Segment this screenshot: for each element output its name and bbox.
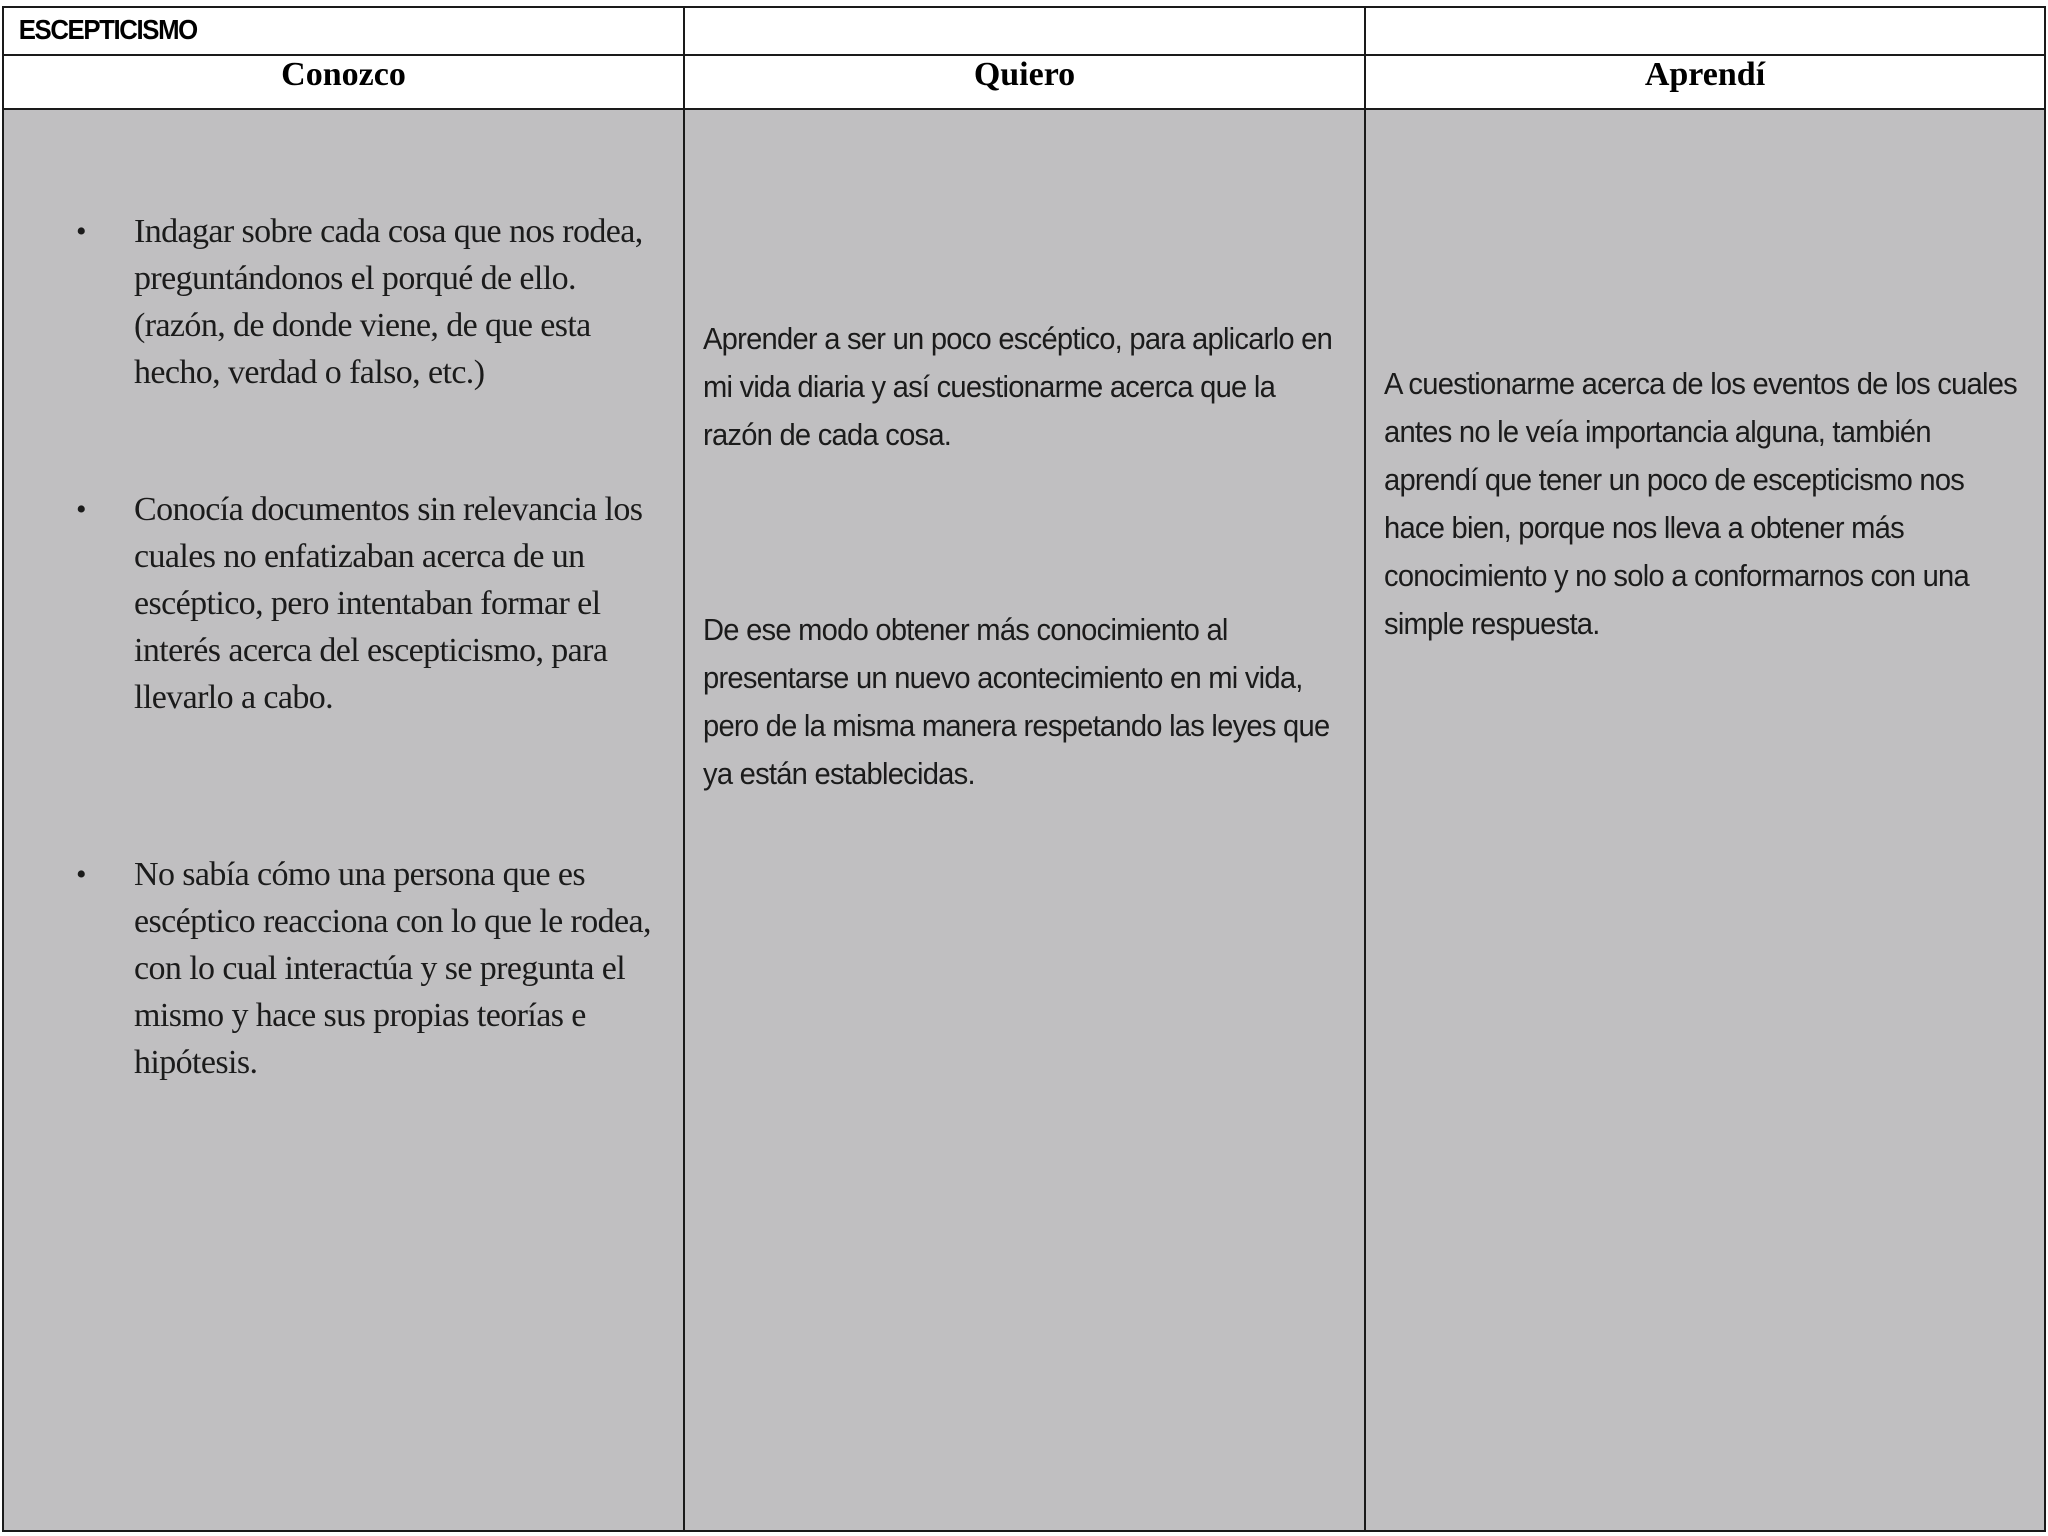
learned-cell — [1365, 109, 2045, 1531]
want-paragraph-1: Aprender a ser un poco escéptico, para aplicarlo en mi vida diaria y así cuestionarme acerca que la razón de cada cosa. — [703, 321, 1333, 452]
bullet-icon: • — [76, 215, 86, 248]
kwl-table — [2, 6, 2046, 1532]
header-learned-cell — [1365, 55, 2045, 109]
want-cell — [684, 109, 1365, 1531]
list-item — [4, 486, 683, 721]
bullet-icon: • — [76, 493, 86, 526]
list-item — [4, 208, 683, 396]
learned-paragraph: A cuestionarme acerca de los eventos de los cuales antes no le veía importancia alguna, también aprendí que tener un poco de escepticismo nos hace bien, porque nos lleva a obtener más conocimiento y no solo a conformarnos con una simple respuesta. — [1384, 366, 2018, 641]
header-want: Quiero — [973, 56, 1076, 93]
table-title: ESCEPTICISMO — [18, 14, 197, 45]
know-item-text: No sabía cómo una persona que es escéptico reacciona con lo que le rodea, con lo cual interactúa y se pregunta el mismo y hace sus propias teorías e hipótesis. — [134, 856, 651, 1081]
bullet-icon: • — [76, 858, 86, 891]
list-item — [4, 851, 683, 1086]
header-know: Conozco — [281, 56, 406, 93]
title-empty-cell-2 — [684, 7, 1365, 55]
know-item-text: Indagar sobre cada cosa que nos rodea, preguntándonos el porqué de ello. (razón, de donde viene, de que esta hecho, verdad o falso, etc.) — [134, 213, 643, 391]
know-cell — [3, 109, 684, 1531]
title-cell — [3, 7, 684, 55]
know-list — [4, 208, 683, 1086]
want-paragraph-2: De ese modo obtener más conocimiento al presentarse un nuevo acontecimiento en mi vida, pero de la misma manera respetando las leyes que ya están establecidas. — [703, 612, 1330, 791]
header-want-cell — [684, 55, 1365, 109]
header-learned: Aprendí — [1644, 56, 1766, 93]
body-row — [3, 109, 2045, 1531]
title-empty-cell-3 — [1365, 7, 2045, 55]
title-row — [3, 7, 2045, 55]
header-row — [3, 55, 2045, 109]
header-know-cell — [3, 55, 684, 109]
know-item-text: Conocía documentos sin relevancia los cuales no enfatizaban acerca de un escéptico, pero intentaban formar el interés acerca del escepticismo, para llevarlo a cabo. — [134, 491, 643, 716]
